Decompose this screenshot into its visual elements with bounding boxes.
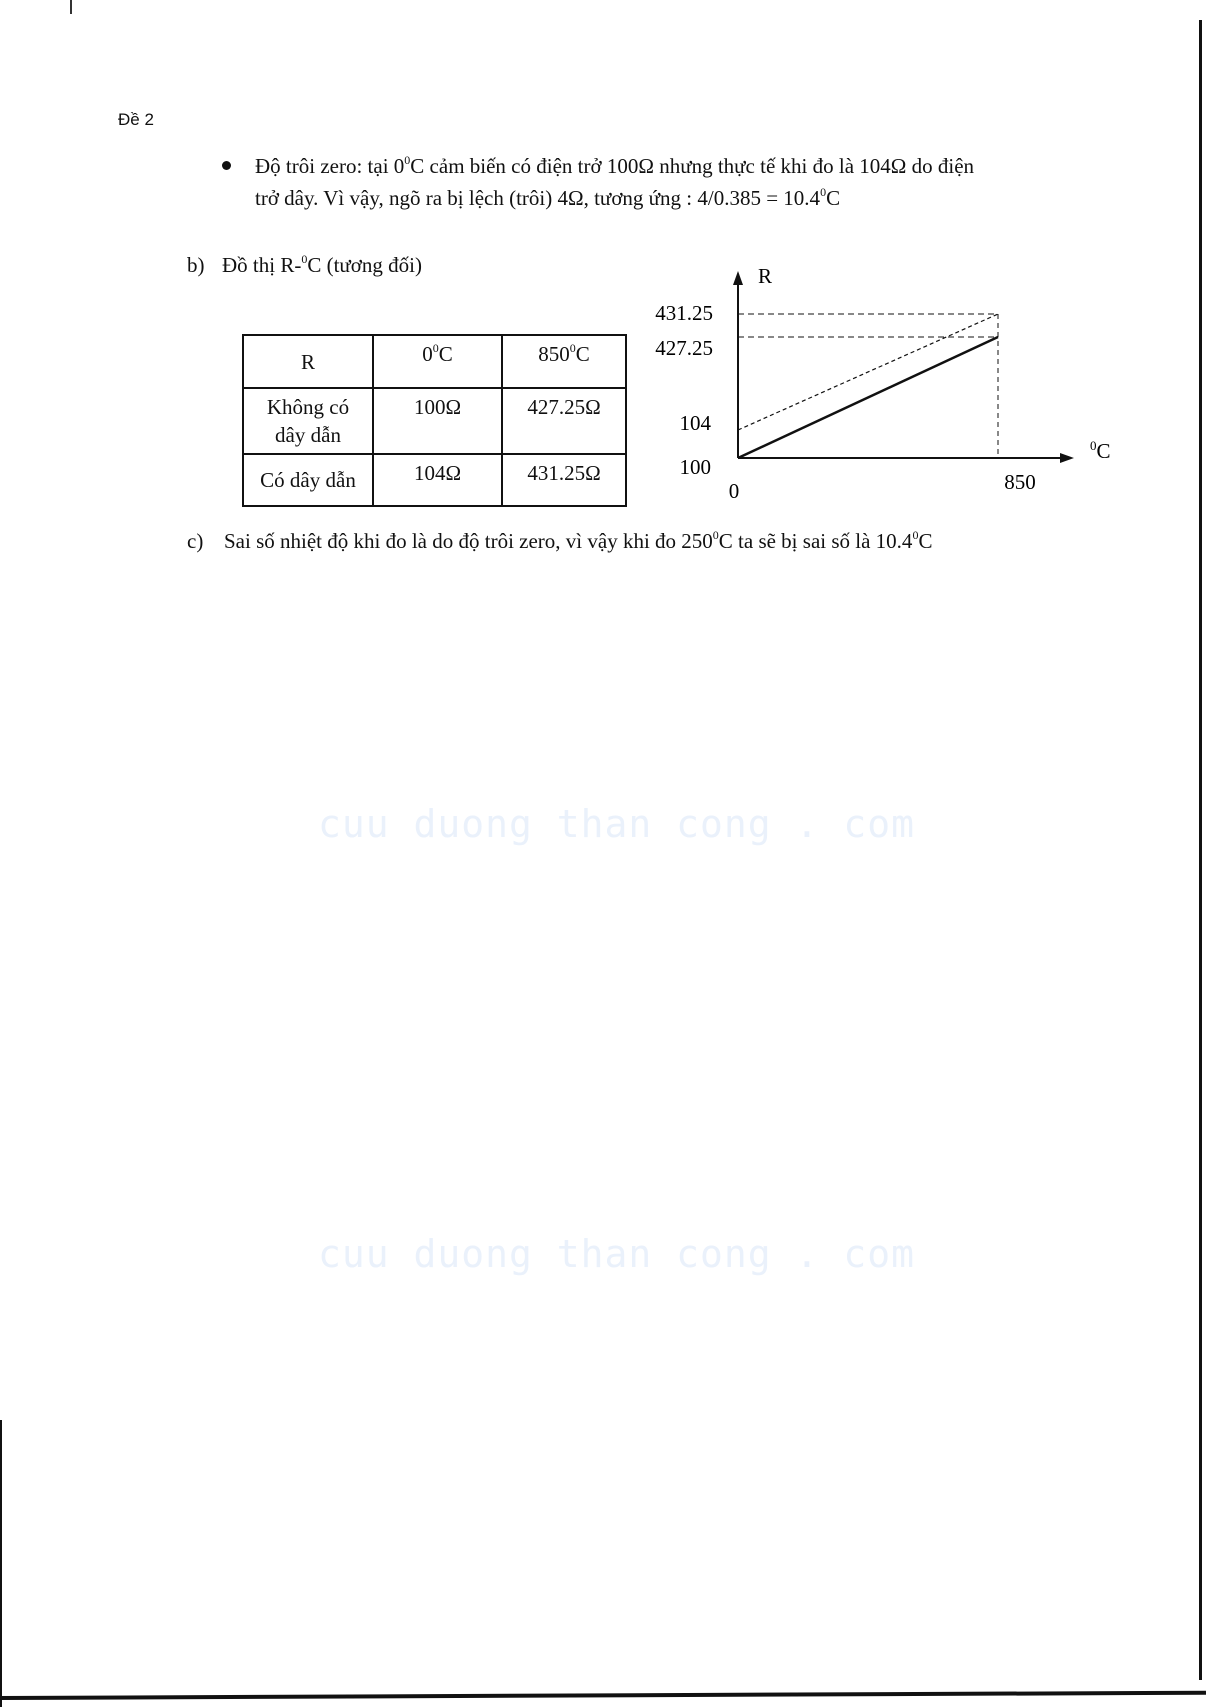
watermark: cuu duong than cong . com (318, 1232, 915, 1276)
y-tick-label: 104 (679, 411, 711, 435)
table-cell: 100Ω (373, 388, 502, 454)
section-c-text: Sai số nhiệt độ khi đo là do độ trôi zero, vì vậy khi đo $250^0C$ ta sẽ bị sai số là 10.4$^0$C (224, 528, 933, 553)
table-cell: 427.25Ω (502, 388, 626, 454)
section-b-title: Đồ thị R-$^0$C (tương đối) (222, 252, 422, 277)
y-tick-label: 100 (679, 455, 711, 479)
y-tick-label: 431.25 (655, 301, 713, 325)
table-row-label: Không có dây dẫn (243, 388, 373, 454)
table-header-850c: $850^0C$ (502, 335, 626, 388)
watermark: cuu duong than cong . com (318, 802, 915, 846)
y-tick-label: 427.25 (655, 336, 713, 360)
series-line-1 (738, 337, 998, 458)
y-axis-label: R (758, 264, 773, 288)
table-cell: 431.25Ω (502, 454, 626, 506)
section-c-label: c) (187, 529, 204, 553)
x-tick-label: 0 (728, 479, 740, 503)
bullet-line-1: Độ trôi zero: tại $0^0C$ cảm biến có điện trở 100Ω nhưng thực tế khi đo là 104Ω do điện (255, 153, 975, 178)
y-axis-arrow-icon (733, 271, 743, 285)
table-cell: 104Ω (373, 454, 502, 506)
section-b-label: b) (187, 253, 205, 277)
page-heading: Đề 2 (118, 110, 154, 129)
bullet-line-2: trở dây. Vì vậy, ngõ ra bị lệch (trôi) 4Ω, tương ứng : $4/0.385 = 10.4^0C$ (255, 185, 841, 210)
table-row-label: Có dây dẫn (243, 454, 373, 506)
x-tick-label: 850 (1004, 470, 1036, 494)
table-header-0c: $0^0C$ (373, 335, 502, 388)
x-axis-label: $^0$C (1090, 438, 1111, 463)
series-line-2 (738, 314, 998, 430)
x-axis-arrow-icon (1060, 453, 1074, 463)
table-corner-cell: R (243, 335, 373, 388)
